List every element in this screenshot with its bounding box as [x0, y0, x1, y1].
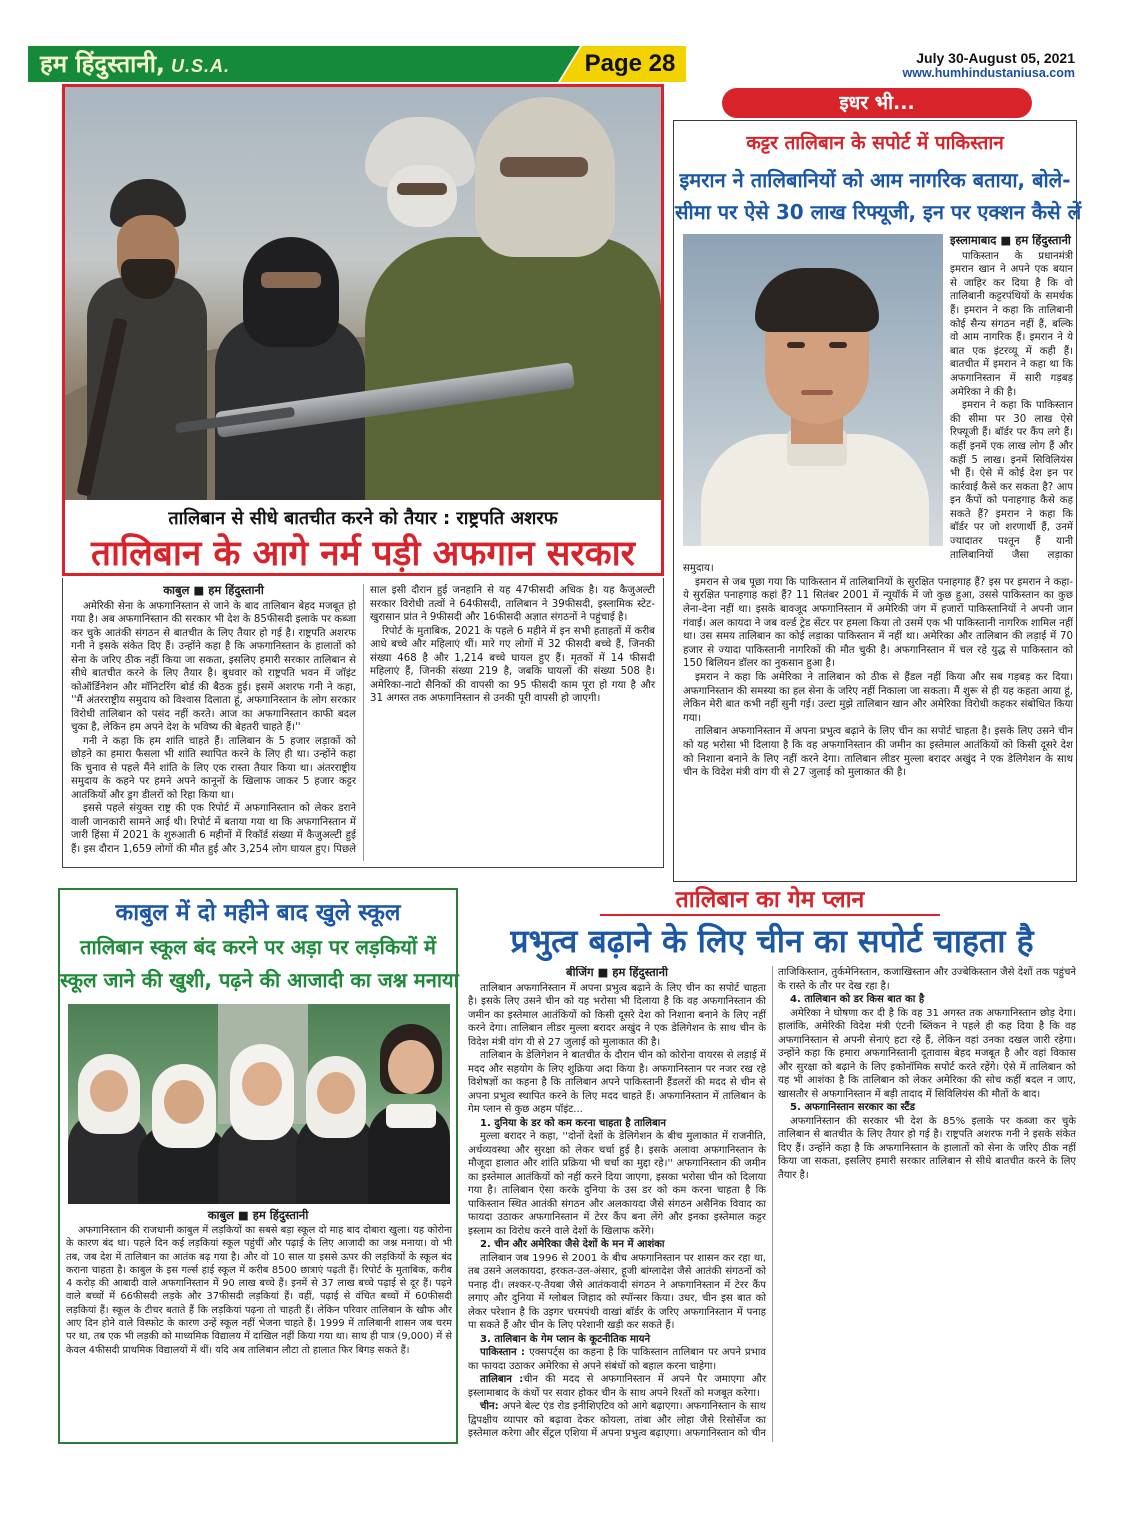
paragraph: रिपोर्ट के मुताबिक, 2021 के पहले 6 महीने में इन सभी हताहतों में करीब आधे बच्चे और महिलाएं थीं। मारे गए लोगों में 32 फीसदी बच्चे हैं, जिनकी संख्या 468 है और 1,214 बच्चे घायल हुए हैं। मृतकों में 14 फीसदी महिलाएं हैं, जिनकी संख्या 219 है, जबकि घायलों की संख्या 508 है। अमेरिका-नाटो सैनिकों की वापसी का 95 फीसदी काम पूरा हो गया है और 31 अगस्त तक अफगानिस्तान से उनकी पूरी वापसी हो जाएगी।	[370, 625, 655, 704]
point-title: 3. तालिबान के गेम प्लान के कूटनीतिक मायने	[480, 1333, 651, 1345]
side-dateline: इस्लामाबाद ■ हम हिंदुस्तानी	[950, 234, 1071, 247]
side-headline-line2: सीमा पर ऐसे 30 लाख रिफ्यूजी, इन पर एक्शन कैसे लें	[675, 200, 1082, 224]
point-item-lead: चीन:	[480, 1401, 503, 1412]
china-dateline: बीजिंग ■ हम हिंदुस्तानी	[566, 966, 668, 979]
side-kicker: कट्टर तालिबान के सपोर्ट में पाकिस्तान	[746, 132, 1004, 154]
school-headline: काबुल में दो महीने बाद खुले स्कूल	[115, 900, 401, 926]
school-dateline: काबुल ■ हम हिंदुस्तानी	[207, 1208, 309, 1222]
paragraph: इमरान ने कहा कि अमेरिका ने तालिबान को ठीक से हैंडल नहीं किया और सब गड़बड़ कर दिया। अफगानिस्तान की समस्या का हल सेना के जरिए नहीं निकाला जा सकता। मैं शुरू से ही यह कहता आया हूं, लेकिन मेरी बात कभी नहीं सुनी गई। उल्टा मुझे तालिबान खान और अमेरिका विरोधी कहकर संबोधित किया गया।	[683, 672, 1073, 724]
point-item-lead: तालिबान :	[480, 1374, 524, 1385]
point-title: 1. दुनिया के डर को कम करना चाहता है तालिबान	[480, 1117, 666, 1129]
side-banner: इधर भी...	[722, 88, 1032, 118]
paragraph: पाकिस्तान के प्रधानमंत्री इमरान खान ने अपने एक बयान से जाहिर कर दिया है कि वो तालिबानी कट्टरपंथियों के समर्थक हैं। इमरान ने कहा कि तालिबानी कोई सैन्य संगठन नहीं हैं, बल्कि वो आम नागरिक हैं। इमरान ने ये बात एक इंटरव्यू में कही हैं। बातचीत में इमरान ने कहा था कि अफगानिस्तान में सारी गड़बड़ अमेरिका ने की है।	[950, 250, 1073, 398]
point-title: 4. तालिबान को डर किस बात का है	[790, 994, 925, 1005]
point-item-text: चीन की मदद से अफगानिस्तान में अपने पैर जमाएगा और इस्लामाबाद के कंधों पर सवार होकर चीन के साथ अपने रिश्तों को मजबूत करेगा।	[468, 1374, 766, 1399]
photo-girl-face	[164, 1080, 204, 1124]
point-title: 5. अफगानिस्तान सरकार का स्टैंड	[790, 1102, 916, 1113]
photo-face-back	[387, 165, 457, 227]
point-title: 2. चीन और अमेरिका जैसे देशों के मन में आशंका	[480, 1239, 665, 1250]
side-story-body	[683, 234, 1073, 878]
lead-story-body	[62, 578, 664, 868]
paragraph: मुल्ला बरादर ने कहा, ''दोनों देशों के डेलिगेशन के बीच मुलाकात में राजनीति, अर्थव्यवस्था और सुरक्षा को लेकर चर्चा हुई है। इसके अलावा अफगानिस्तान के मौजूदा हालात और शांति प्रक्रिया भी चर्चा का मुद्दा रहे।'' अफगानिस्तान की जमीन का इस्तेमाल आतंकियों को नहीं करने दिया जाएगा, इसका भरोसा चीन को दिलाया गया है। तालिबान ऐसा करके दुनिया के उस डर को कम करना चाहता है कि पाकिस्तान स्थित आतंकी संगठन और अलकायदा जैसे संगठन असैनिक विवाद का फायदा उठाकर अफगानिस्तान में टेरर कैंप बना लेंगे और इनका इस्तेमाल कट्टर इस्लाम का विरोध करने वाले देशों के खिलाफ करेंगे।	[468, 1131, 766, 1237]
lead-dateline: काबुल ■ हम हिंदुस्तानी	[163, 583, 264, 597]
paragraph: अफगानिस्तान की राजधानी काबुल में लड़कियों का सबसे बड़ा स्कूल दो माह बाद दोबारा खुला। यह कोरोना के कारण बंद था। पहले दिन कई लड़कियां स्कूल पहुंचीं और पढ़ाई के लिए आजादी का जश्न मनाया। वो भी तब, जब देश में तालिबान का आतंक बढ़ गया है। और वो 10 साल या इससे ऊपर की लड़कियों के स्कूल बंद कराना चाहता है। काबुल के इस गर्ल्स हाई स्कूल में करीब 8500 छात्राएं पढ़ती हैं। रिपोर्ट के मुताबिक, करीब 4 करोड़ की आबादी वाले अफगानिस्तान में 90 लाख बच्चे हैं। इनमें से 37 लाख बच्चे पढ़ाई से दूर हैं। पढ़ने वाले बच्चों में 66फीसदी लड़के और 37फीसदी लड़कियां हैं। वहीं, पढ़ाई से वंचित बच्चों में 60फीसदी लड़कियां हैं। स्कूल के टीचर बताते हैं कि लड़कियां पढ़ना तो चाहती हैं। लेकिन परिवार तालिबान के खौफ और आए दिन होने वाले विस्फोट के कारण उन्हें स्कूल नहीं भेजना चाहते हैं। 1999 में तालिबानी शासन जब चरम पर था, तब एक भी लड़की को माध्यमिक विद्यालय में दाखिल नहीं किया गया था। साथ ही पात्र (9,000) में से केवल 4फीसदी प्राथमिक विद्यालयों में थीं। यदि अब तालिबान लौटा तो हालात फिर बिगड़ सकते हैं।	[66, 1225, 452, 1356]
paragraph: इससे पहले संयुक्त राष्ट्र की एक रिपोर्ट में अफगानिस्तान को लेकर डराने वाली जानकारी सामने आई थी। रिपोर्ट में बताया गया था कि अफगानिस्तान में जारी हिंसा में 2021 के शुरुआती 6 महीनों में रिकॉर्ड संख्या में कैजुअल्टी हुई हैं। इस दौरान 1,659 लोगों की मौत हुई और 3,254 लोग घायल हुए। पिछले साल इसी दौरान हुई जनहानि से यह 47फीसदी अधिक है। यह कैजुअल्टी सरकार विरोधी तत्वों ने 64फीसदी, तालिबान ने 39फीसदी, इस्लामिक स्टेट-खुरासान प्रांत ने 9फीसदी और 16फीसदी अज्ञात संगठनों ने पहुंचाई है।	[71, 585, 655, 855]
school-story-body	[66, 1224, 452, 1440]
photo-eye-right	[829, 342, 847, 348]
paragraph: अमेरिकी सेना के अफगानिस्तान से जाने के बाद तालिबान बेहद मजबूत हो गया है। अब अफगानिस्तान की सरकार भी देश के 85फीसदी इलाके पर कब्जा कर चुके आतंकी संगठन से बातचीत के लिए तैयार हो गई है। राष्ट्रपति अशरफ गनी ने इसके संकेत दिए हैं। उन्होंने कहा है कि अफगानिस्तान के हालातों को सेना के जरिए ठीक नहीं किया जा सकता, इसलिए हमारी सरकार तालिबान से सीधे बातचीत करने के लिए तैयार है। बुधवार को राष्ट्रपति भवन में जॉइंट कोऑर्डिनेशन और मॉनिटरिंग बोर्ड की बैठक हुई। इसमें अशरफ गनी ने कहा, ''मैं अंतरराष्ट्रीय समुदाय को विश्वास दिलाता हूं, अफगानिस्तान के लोग सरकार विरोधी तालिबान को पसंद नहीं करते। आज का अफगानिस्तान काफी बदल चुका है, लेकिन हम अपने देश के भविष्य की बेहतरी चाहते हैं।''	[71, 600, 356, 733]
website-url: www.humhindustaniusa.com	[902, 66, 1075, 80]
lead-subheadline: तालिबान से सीधे बातचीत करने को तैयार : राष्ट्रपति अशरफ	[168, 508, 558, 529]
photo-eye-left	[787, 342, 805, 348]
photo-mouth	[801, 390, 833, 395]
paragraph: अफगानिस्तान की सरकार भी देश के 85% इलाके पर कब्जा कर चुके तालिबान से बातचीत के लिए तैयार हो गई है। राष्ट्रपति अशरफ गनी ने इसके संकेत दिए हैं। उन्होंने कहा है कि अफगानिस्तान के हालातों को सेना के जरिए ठीक नहीं किया जा सकता, इसलिए हमारी सरकार तालिबान से सीधे बातचीत करने के लिए तैयार है।	[778, 1115, 1076, 1181]
paragraph: गनी ने कहा कि हम शांति चाहते हैं। तालिबान के 5 हजार लड़ाकों को छोड़ने का हमारा फैसला भी शांति स्थापित करने के लिए ही था। उन्होंने कहा कि चुनाव से पहले मैंने शांति के लिए एक रास्ता तैयार किया था। अंतरराष्ट्रीय समुदाय के कहने पर हमने अपने कानूनों के खिलाफ जाकर 5 हजार कट्टर आतंकियों और ड्रग डीलरों को रिहा किया था।	[71, 735, 356, 801]
masthead-region: U.S.A.	[171, 56, 231, 76]
page-number: Page 28	[584, 50, 676, 77]
issue-date: July 30-August 05, 2021	[916, 50, 1075, 66]
point-item-lead: पाकिस्तान :	[480, 1347, 530, 1358]
photo-girl-face	[317, 1072, 355, 1114]
china-story-body	[468, 966, 1076, 1442]
lead-headline: तालिबान के आगे नर्म पड़ी अफगान सरकार	[91, 534, 635, 574]
paragraph: तालिबान जब 1996 से 2001 के बीच अफगानिस्तान पर शासन कर रहा था, तब उसने अलकायदा, हरकत-उल-अंसार, हूजी बांग्लादेश जैसे आतंकी संगठनों को पनाह दी। लश्कर-ए-तैयबा जैसे आतंकवादी संगठन ने अफगानिस्तान में टेरर कैंप लगाए और दुनिया में ग्लोबल जिहाद को स्पॉन्सर किया। उधर, चीन इस बात को लेकर परेशान है कि उइगर चरमपंथी वाखां बॉर्डर के जरिए अफगानिस्तान में पनाह पा सकते हैं और चीन के लिए परेशानी खड़ी कर सकते हैं।	[468, 1252, 766, 1331]
point-item-text: एक्सपर्ट्स का कहना है कि पाकिस्तान तालिबान पर अपने प्रभाव का फायदा उठाकर अमेरिका से अपने संबंधों को बहाल करना चाहेगा।	[468, 1347, 766, 1372]
photo-girl-face	[388, 1040, 434, 1094]
photo-scarf-masked	[243, 237, 339, 347]
photo-hair	[755, 268, 879, 332]
point-item	[468, 1373, 766, 1400]
school-subhead-line2: स्कूल जाने की खुशी, पढ़ने की आजादी का जश्न मनाया	[60, 968, 459, 992]
paragraph: तालिबान के डेलिगेशन ने बातचीत के दौरान चीन को कोरोना वायरस से लड़ाई में मदद और सहयोग के लिए शुक्रिया अदा किया है। अफगानिस्तान पर नजर रख रहे विशेषज्ञों का कहना है कि तालिबान अपने पाकिस्तानी हैंडलरों की मदद से चीन से अपना प्रभुत्व स्थापित करने के लिए मदद चाहते हैं। अफगानिस्तान में तालिबान के गेम प्लान से कुछ अहम पॉइंट...	[468, 1050, 766, 1115]
paragraph: तालिबान अफगानिस्तान में अपना प्रभुत्व बढ़ाने के लिए चीन का सपोर्ट चाहता है। इसके लिए उसने चीन को यह भरोसा भी दिलाया है कि वह अफगानिस्तान की जमीन का इस्तेमाल आतंकियों को किसी दूसरे देश को निशाना बनाने के लिए नहीं करने देगा। तालिबान लीडर मुल्ला बरादर अखुंद ने एक डेलिगेशन के साथ चीन के विदेश मंत्री वांग यी से 27 जुलाई को मुलाकात की है।	[468, 982, 766, 1048]
masthead-title	[40, 49, 230, 79]
school-subhead-line1: तालिबान स्कूल बंद करने पर अड़ा पर लड़कियों में	[80, 935, 436, 959]
china-kicker: तालिबान का गेम प्लान	[600, 884, 940, 916]
photo-taliban-fighters	[65, 87, 661, 500]
photo-scarf-right	[475, 97, 615, 257]
photo-schoolgirls	[68, 1004, 450, 1204]
paragraph: तालिबान अफगानिस्तान में अपना प्रभुत्व बढ़ाने के लिए चीन का सपोर्ट चाहता है। इसके लिए उसने चीन को यह भरोसा भी दिलाया है कि वह अफगानिस्तान की जमीन का इस्तेमाल आतंकियों को किसी दूसरे देश को निशाना बनाने के लिए नहीं करने देगा। तालिबान लीडर मुल्ला बरादर अखुंद ने एक डेलिगेशन के साथ चीन के विदेश मंत्री वांग यी से 27 जुलाई को मुलाकात की है।	[683, 726, 1073, 779]
photo-eyes-right	[500, 157, 588, 177]
paragraph: इमरान ने कहा कि पाकिस्तान की सीमा पर 30 लाख ऐसे रिफ्यूजी हैं। बॉर्डर पर कैंप लगे हैं। कहीं इनमें एक लाख लोग हैं और कहीं 5 लाख। इनमें सिविलियंस भी हैं। ऐसे में कोई देश इन पर कार्रवाई कैसे कर सकता है? आप इन कैंपों को पनाहगाह कैसे कह सकते हैं? इमरान ने कहा कि बॉर्डर पर जो शरणार्थी हैं, उनमें ज्यादातर पश्तून हैं यानी तालिबानियों जैसा लड़ाका समुदाय।	[683, 400, 1073, 575]
lead-story-frame	[62, 84, 664, 576]
photo-girl-collar	[386, 1104, 436, 1128]
photo-figure-right	[365, 237, 661, 500]
photo-eyes-masked	[261, 272, 321, 288]
photo-imran-khan	[683, 234, 943, 546]
masthead-name: हम हिंदुस्तानी,	[40, 50, 166, 78]
china-headline: प्रभुत्व बढ़ाने के लिए चीन का सपोर्ट चाहता है	[510, 922, 1034, 960]
point-item-text: अपने बेल्ट एंड रोड इनीशिएटिव को आगे बढ़ाएगा। अफगानिस्तान के साथ द्विपक्षीय व्यापार को बढ़ावा देकर कोयला, तांबा और लोहा जैसे रिसोर्सेज का इस्तेमाल करेगा और सेंट्रल एशिया में अपना प्रभुत्व बढ़ाएगा। अफगानिस्तान को चीन ताजिकिस्तान, तुर्कमेनिस्तान, कजाखिस्तान और उज्बेकिस्तान जैसे देशों तक पहुंचने के रास्ते के तौर पर देख रहा है।	[468, 967, 1076, 1439]
paragraph: अमेरिका ने घोषणा कर दी है कि वह 31 अगस्त तक अफगानिस्तान छोड़ देगा। हालांकि, अमेरिकी विदेश मंत्री एंटनी ब्लिंकन ने पहले ही कह दिया है कि वह अफगानिस्तान से अपनी सेनाएं हटा रहे हैं, लेकिन वहां उनका दखल जारी रहेगा। उन्होंने कहा कि हमारा अफगानिस्तानी दूतावास बेहद मजबूत है और वहां विकास और सुरक्षा को बढ़ाने के लिए इकोनॉमिक सपोर्ट करते रहेंगे। ऐसे में तालिबान को यह भी आशंका है कि तालिबान को लेकर अमेरिका की सोच कहीं बदल न जाए, खासतौर से अफगानिस्तान में बड़ी तादाद में सिविलियंस की मौतों के बाद।	[778, 1007, 1076, 1100]
photo-eyes-back	[397, 183, 447, 195]
point-item	[468, 1346, 766, 1373]
photo-girl-face	[90, 1070, 128, 1112]
paragraph: इमरान से जब पूछा गया कि पाकिस्तान में तालिबानियों के सुरक्षित पनाहगाह हैं? इस पर इमरान ने कहा- ये सुरक्षित पनाहगाह कहां हैं? 11 सितंबर 2001 में न्यूयॉर्क में जो कुछ हुआ, उससे पाकिस्तान का कुछ लेना-देना नहीं था। इसके बावजूद अफगानिस्तान में अमेरिकी जंग में हजारों पाकिस्तानियों ने अपनी जान गंवाई। अल कायदा ने जब वर्ल्ड ट्रेड सेंटर पर हमला किया तो उसमें एक भी पाकिस्तानी नागरिक शामिल नहीं था। उस समय तालिबान का कोई लड़ाका पाकिस्तान में नहीं था। अमेरिका और तालिबान की लड़ाई में 70 हजार से ज्यादा पाकिस्तानी नागरिकों की मौत चुकी है। अफगानिस्तान में चल रहे युद्ध से पाकिस्तान को 150 बिलियन डॉलर का नुकसान हुआ है।	[683, 576, 1073, 670]
side-headline-line1: इमरान ने तालिबानियों को आम नागरिक बताया, बोले-	[679, 168, 1071, 192]
photo-girl-face	[242, 1062, 282, 1106]
